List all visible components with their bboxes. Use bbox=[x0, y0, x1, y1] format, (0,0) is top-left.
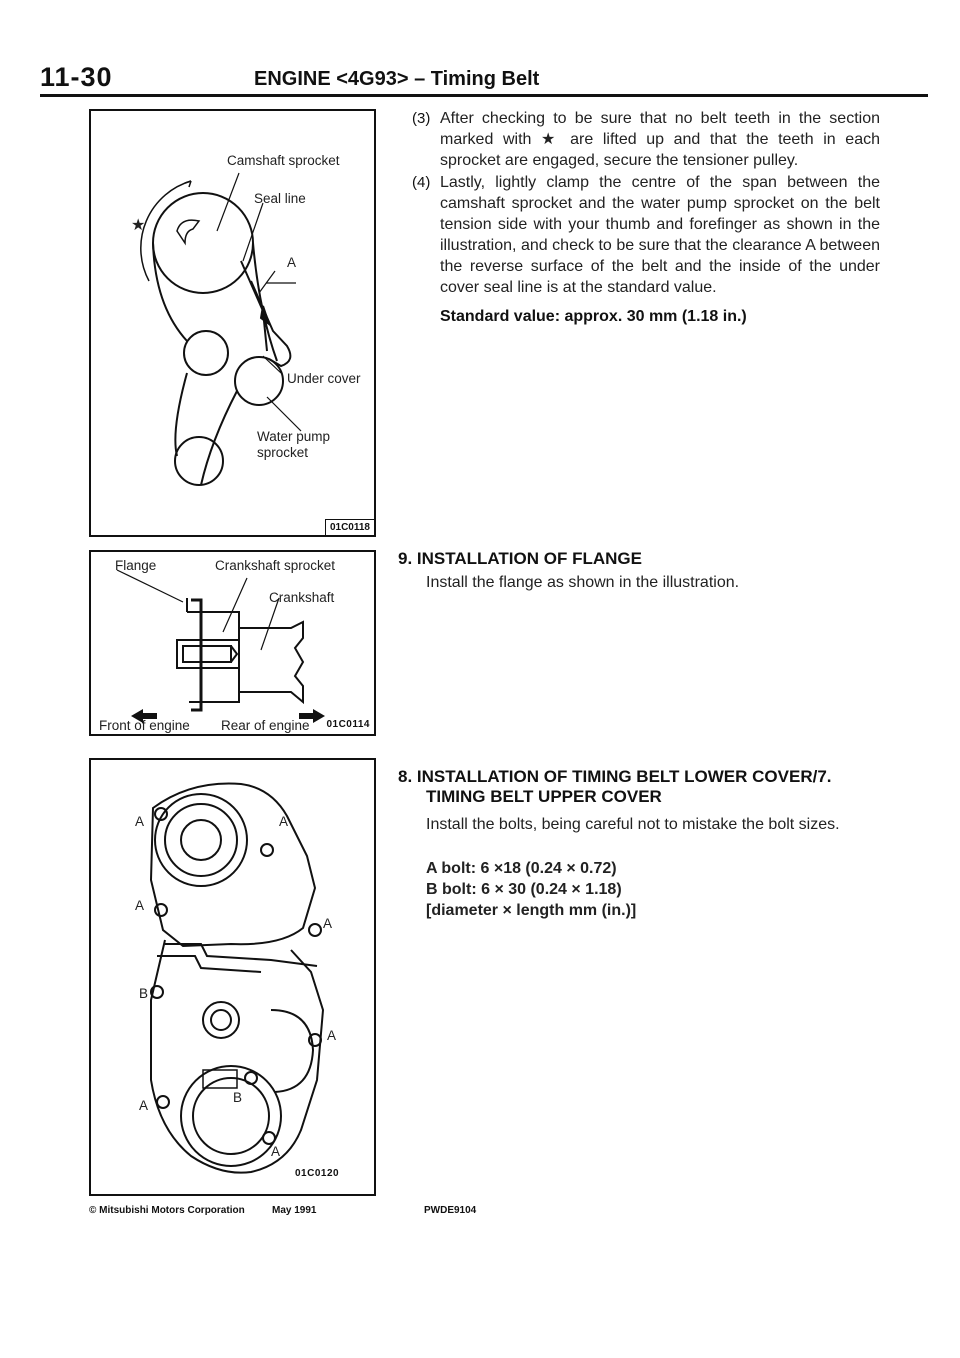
figure-code: 01C0120 bbox=[295, 1168, 340, 1179]
bolt-label-a: A bbox=[323, 916, 333, 931]
procedure-steps bbox=[412, 108, 880, 327]
figure-flange bbox=[89, 550, 376, 736]
bolt-label-a: A bbox=[135, 898, 145, 913]
spec-b-bolt: B bolt: 6 × 30 (0.24 × 1.18) bbox=[426, 881, 622, 898]
figure-code: 01C0114 bbox=[326, 719, 370, 730]
section-9-body: Install the flange as shown in the illustration. bbox=[426, 574, 740, 591]
label-crankshaft-sprocket: Crankshaft sprocket bbox=[215, 558, 336, 573]
star-marker: ★ bbox=[131, 217, 146, 234]
label-water-pump: Water pump bbox=[257, 429, 331, 444]
section-8-body: Install the bolts, being careful not to mistake the bolt sizes. bbox=[426, 816, 840, 833]
bolt-label-a: A bbox=[279, 814, 289, 829]
label-crankshaft: Crankshaft bbox=[269, 590, 335, 605]
figure-belt-tension bbox=[89, 109, 376, 537]
step-text: Lastly, lightly clamp the centre of the span between the camshaft sprocket and the water pump sprocket on the belt tension side with your thumb and forefinger as shown in the illustration, and check to be sure that the clearance A between the reverse surface of the belt and the inside of the under cover seal line is at the standard value. bbox=[440, 174, 880, 296]
bolt-label-a: A bbox=[327, 1028, 337, 1043]
page-title: ENGINE <4G93> – Timing Belt bbox=[254, 68, 540, 90]
spec-a-bolt: A bolt: 6 ×18 (0.24 × 0.72) bbox=[426, 860, 617, 877]
footer-date: May 1991 bbox=[272, 1205, 317, 1216]
step-3 bbox=[412, 108, 880, 171]
label-a: A bbox=[287, 255, 297, 270]
belt-tension-illustration bbox=[91, 111, 378, 539]
spec-units: [diameter × length mm (in.)] bbox=[426, 902, 637, 919]
standard-value: Standard value: approx. 30 mm (1.18 in.) bbox=[440, 308, 747, 325]
footer-copyright: © Mitsubishi Motors Corporation bbox=[89, 1205, 245, 1216]
section-9-title: 9. INSTALLATION OF FLANGE bbox=[398, 549, 642, 568]
label-flange: Flange bbox=[115, 558, 157, 573]
label-seal-line: Seal line bbox=[254, 191, 306, 206]
step-number: (3) bbox=[412, 110, 431, 127]
step-4 bbox=[412, 172, 880, 298]
page-number: 11-30 bbox=[40, 62, 113, 92]
label-water-pump-sprocket: sprocket bbox=[257, 445, 309, 460]
bolt-label-b: B bbox=[233, 1090, 243, 1105]
figure-timing-belt-covers bbox=[89, 758, 376, 1196]
footer-code: PWDE9104 bbox=[424, 1205, 477, 1216]
header-rule bbox=[40, 94, 928, 97]
label-camshaft-sprocket: Camshaft sprocket bbox=[227, 153, 340, 168]
bolt-label-a: A bbox=[139, 1098, 149, 1113]
label-rear-of-engine: Rear of engine bbox=[221, 718, 310, 733]
step-text: After checking to be sure that no belt teeth in the section marked with ★ are lifted up and that the teeth in each sprocket are engaged, secure the tensioner pulley. bbox=[440, 110, 880, 169]
bolt-label-a: A bbox=[135, 814, 145, 829]
section-8-title: 8. INSTALLATION OF TIMING BELT LOWER COVER/7. bbox=[398, 767, 832, 786]
label-front-of-engine: Front of engine bbox=[99, 718, 190, 733]
section-8-title-cont: TIMING BELT UPPER COVER bbox=[426, 787, 662, 806]
figure-code: 01C0118 bbox=[325, 519, 374, 535]
flange-illustration bbox=[91, 552, 378, 738]
bolt-label-b: B bbox=[139, 986, 149, 1001]
step-number: (4) bbox=[412, 174, 431, 191]
bolt-label-a: A bbox=[271, 1144, 281, 1159]
label-under-cover: Under cover bbox=[287, 371, 361, 386]
